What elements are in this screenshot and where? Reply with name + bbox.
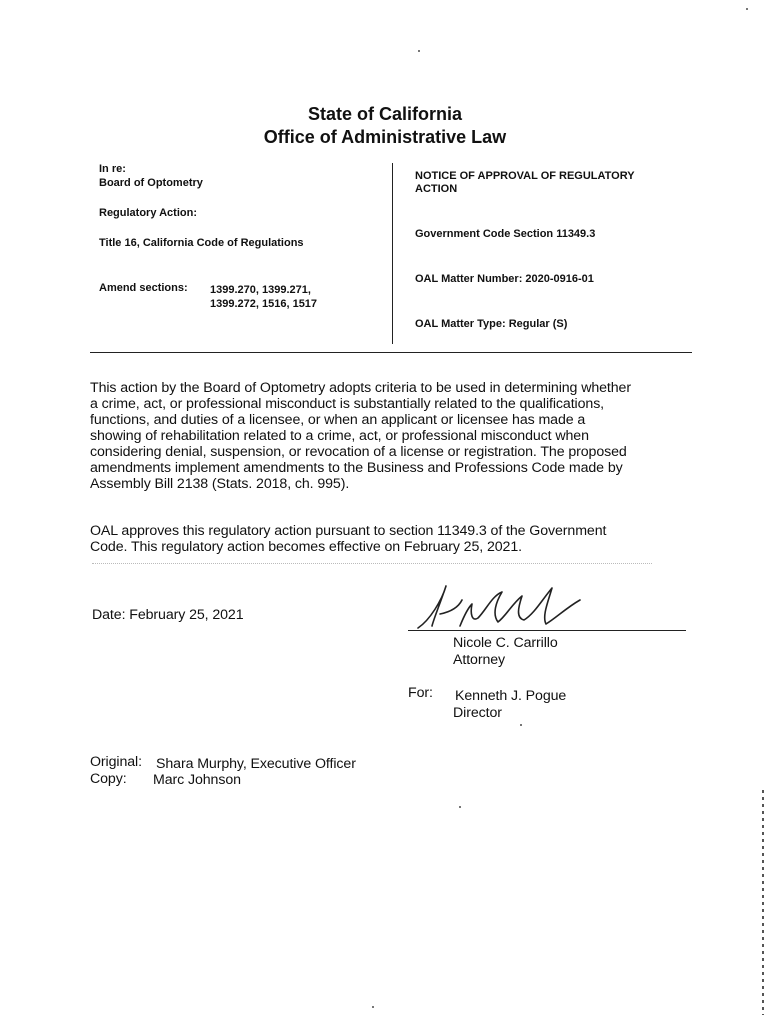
scan-speck — [459, 806, 461, 808]
scan-edge-marks — [762, 790, 764, 1015]
action-description-line: showing of rehabilitation related to a crime, act, or professional misconduct when — [90, 428, 589, 444]
handwritten-signature — [410, 578, 590, 634]
signature-date: Date: February 25, 2021 — [92, 607, 244, 623]
scan-speck — [418, 50, 420, 52]
scan-speck — [746, 8, 748, 10]
government-code-section: Government Code Section 11349.3 — [415, 228, 596, 240]
amend-sections-line2: 1399.272, 1516, 1517 — [210, 298, 318, 310]
notice-title-line1: NOTICE OF APPROVAL OF REGULATORY — [415, 170, 635, 182]
oal-matter-number: OAL Matter Number: 2020-0916-01 — [415, 273, 594, 285]
original-recipient: Shara Murphy, Executive Officer — [156, 756, 356, 772]
for-label: For: — [408, 685, 433, 701]
document-title-office: Office of Administrative Law — [263, 127, 507, 147]
copy-recipient: Marc Johnson — [153, 772, 241, 788]
for-name: Kenneth J. Pogue — [455, 688, 567, 704]
section-divider — [90, 352, 692, 353]
scan-speck — [520, 724, 522, 726]
approval-statement-line: OAL approves this regulatory action pursuant to section 11349.3 of the Government — [90, 523, 607, 539]
signer-name: Nicole C. Carrillo — [453, 635, 558, 651]
action-description-line: Assembly Bill 2138 (Stats. 2018, ch. 995). — [90, 476, 350, 492]
for-title: Director — [453, 705, 502, 721]
approval-statement-line: Code. This regulatory action becomes effective on February 25, 2021. — [90, 539, 522, 555]
action-description-line: a crime, act, or professional misconduct is substantially related to the qualifications, — [90, 396, 605, 412]
action-description-line: This action by the Board of Optometry adopts criteria to be used in determining whether — [90, 380, 631, 396]
scan-dotted-line — [92, 563, 652, 564]
scan-speck — [372, 1006, 374, 1008]
signature-line — [408, 630, 686, 631]
original-label: Original: — [90, 754, 142, 770]
notice-title-line2: ACTION — [415, 183, 458, 195]
action-description-line: functions, and duties of a licensee, or when an applicant or licensee has made a — [90, 412, 586, 428]
action-description-line: considering denial, suspension, or revocation of a license or registration. The proposed — [90, 444, 627, 460]
regulatory-action-label: Regulatory Action: — [99, 207, 197, 219]
amend-sections-line1: 1399.270, 1399.271, — [210, 284, 311, 296]
title-16-line: Title 16, California Code of Regulations — [99, 237, 304, 249]
box-divider — [392, 163, 393, 344]
amend-sections-label: Amend sections: — [99, 282, 188, 294]
oal-matter-type: OAL Matter Type: Regular (S) — [415, 318, 568, 330]
board-name: Board of Optometry — [99, 177, 203, 189]
signer-title: Attorney — [453, 652, 506, 668]
copy-label: Copy: — [90, 771, 127, 787]
in-re-label: In re: — [99, 163, 126, 175]
action-description-line: amendments implement amendments to the Business and Professions Code made by — [90, 460, 623, 476]
document-title-state: State of California — [307, 104, 463, 124]
